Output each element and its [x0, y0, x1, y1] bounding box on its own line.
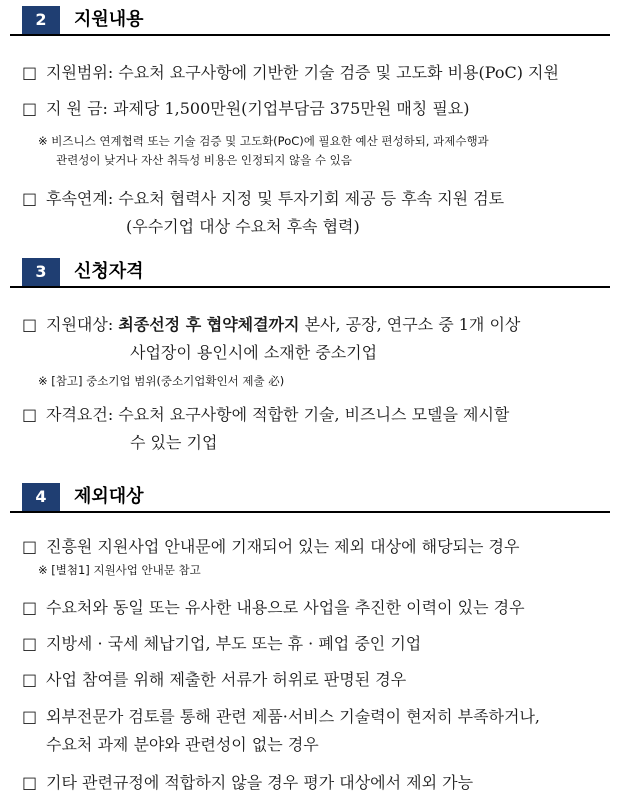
list-item-target [22, 312, 520, 338]
item-text: 지원범위: 수요처 요구사항에 기반한 기술 검증 및 고도화 비용(PoC) 지원 [46, 63, 559, 82]
checkbox-icon: □ [22, 189, 38, 208]
list-item-support-amount [22, 96, 470, 122]
list-item-exclusion [22, 534, 519, 560]
item-text: 기타 관련규정에 적합하지 않을 경우 평가 대상에서 제외 가능 [46, 773, 474, 792]
section-number: 4 [22, 483, 60, 511]
list-item-exclusion [22, 595, 525, 621]
checkbox-icon: □ [22, 63, 38, 82]
item-continuation: 수요처 과제 분야와 관련성이 없는 경우 [46, 735, 319, 754]
note-appendix: ※ [별첨1] 지원사업 안내문 참고 [38, 563, 201, 577]
section-header-exclusions [10, 483, 610, 513]
item-continuation: 수 있는 기업 [130, 433, 218, 452]
item-text: 수요처와 동일 또는 유사한 내용으로 사업을 추진한 이력이 있는 경우 [46, 598, 525, 617]
list-item-follow-up [22, 186, 504, 212]
checkbox-icon: □ [22, 773, 38, 792]
list-item-exclusion [22, 667, 406, 693]
section-header-support-content [10, 6, 610, 36]
item-text: 사업 참여를 위해 제출한 서류가 허위로 판명된 경우 [46, 670, 407, 689]
section-number: 3 [22, 258, 60, 286]
section-number: 2 [22, 6, 60, 34]
item-text: 지 원 금: 과제당 1,500만원(기업부담금 375만원 매칭 필요) [46, 99, 470, 118]
item-text: 진흥원 지원사업 안내문에 기재되어 있는 제외 대상에 해당되는 경우 [46, 537, 520, 556]
checkbox-icon: □ [22, 670, 38, 689]
item-text: 외부전문가 검토를 통해 관련 제품·서비스 기술력이 현저히 부족하거나, [46, 707, 540, 726]
note-budget-line2: 관련성이 낮거나 자산 취득성 비용은 인정되지 않을 수 있음 [56, 153, 352, 167]
list-item-support-scope [22, 60, 559, 86]
note-sme-scope: ※ [참고] 중소기업 범위(중소기업확인서 제출 必) [38, 374, 285, 388]
checkbox-icon: □ [22, 537, 38, 556]
item-continuation: 사업장이 용인시에 소재한 중소기업 [130, 343, 378, 362]
checkbox-icon: □ [22, 405, 38, 424]
checkbox-icon: □ [22, 634, 38, 653]
item-continuation: (우수기업 대상 수요처 후속 협력) [126, 217, 360, 236]
item-emphasis: 최종선정 후 협약체결까지 [118, 315, 300, 334]
checkbox-icon: □ [22, 598, 38, 617]
item-text: 자격요건: 수요처 요구사항에 적합한 기술, 비즈니스 모델을 제시할 [46, 405, 510, 424]
checkbox-icon: □ [22, 707, 38, 726]
item-text: 후속연계: 수요처 협력사 지정 및 투자기회 제공 등 후속 지원 검토 [46, 189, 505, 208]
note-budget-line1: ※ 비즈니스 연계협력 또는 기술 검증 및 고도화(PoC)에 필요한 예산 편성하되, 과제수행과 [38, 134, 489, 148]
section-title: 신청자격 [74, 261, 144, 282]
checkbox-icon: □ [22, 315, 38, 334]
item-text: 지방세 · 국세 체납기업, 부도 또는 휴 · 폐업 중인 기업 [46, 634, 422, 653]
item-label: 지원대상: [46, 315, 119, 334]
list-item-requirements [22, 402, 509, 428]
list-item-exclusion [22, 704, 540, 730]
section-header-eligibility [10, 258, 610, 288]
list-item-exclusion [22, 770, 473, 796]
section-title: 지원내용 [74, 9, 144, 30]
list-item-exclusion [22, 631, 421, 657]
item-text: 본사, 공장, 연구소 중 1개 이상 [299, 315, 521, 334]
checkbox-icon: □ [22, 99, 38, 118]
section-title: 제외대상 [74, 486, 144, 507]
